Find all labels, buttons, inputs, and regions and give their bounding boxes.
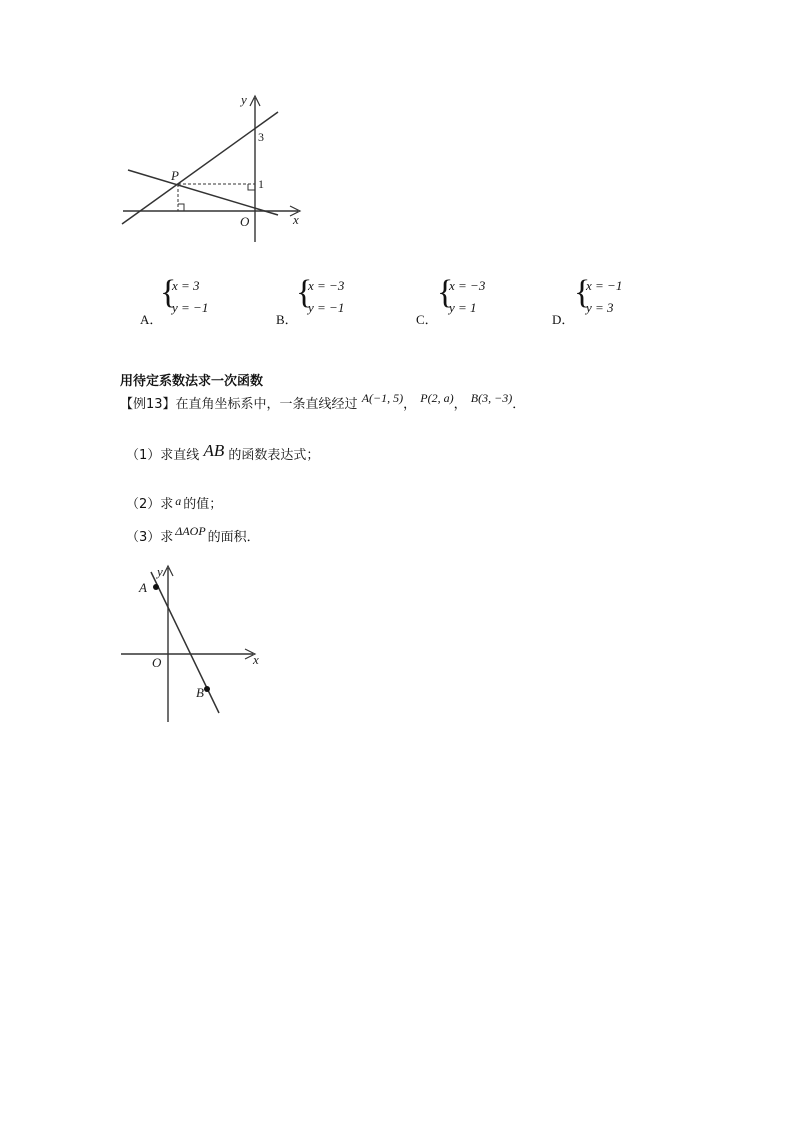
point-p-label: P — [171, 168, 179, 183]
tick-label-1: 1 — [258, 177, 264, 191]
option-d-line2: y = 3 — [586, 300, 614, 315]
option-a-brace: { — [160, 274, 177, 311]
question-1-number: （1） — [126, 448, 161, 463]
option-c-line1: x = −3 — [449, 278, 486, 293]
option-d-brace: { — [574, 274, 591, 311]
figure-2-graph — [118, 560, 268, 725]
y-axis-label: y — [241, 92, 247, 107]
option-d-line1: x = −1 — [586, 278, 623, 293]
option-a-line2: y = −1 — [172, 300, 209, 315]
question-2-number: （2） — [126, 497, 161, 512]
question-3-math: ΔAOP — [175, 524, 206, 538]
option-a-line1: x = 3 — [172, 278, 200, 293]
point-a-label: A — [139, 580, 147, 595]
right-angle-mark-2 — [178, 204, 184, 211]
question-2-post: 的值； — [183, 497, 223, 512]
example-text: 在直角坐标系中，一条直线经过 — [175, 397, 358, 412]
question-2 — [126, 493, 222, 512]
origin-2-label: O — [152, 655, 162, 670]
figure-1-graph — [118, 90, 308, 250]
question-1-post: 的函数表达式； — [228, 448, 320, 463]
example-tag: 【例13】 — [120, 397, 176, 412]
right-angle-mark-1 — [248, 184, 255, 190]
x-axis-label: x — [293, 212, 299, 227]
option-a-label: A． — [140, 312, 163, 327]
option-c-label: C． — [416, 312, 438, 327]
question-3-post: 的面积． — [207, 530, 260, 545]
tick-label-3: 3 — [258, 130, 264, 144]
question-1-math: AB — [203, 441, 225, 460]
statement-end: ． — [512, 397, 526, 412]
point-a-dot — [153, 584, 159, 590]
y-axis-2-label: y — [157, 564, 163, 579]
question-2-pre: 求 — [160, 497, 174, 512]
question-1 — [126, 441, 320, 464]
option-b-brace: { — [296, 274, 313, 311]
point-b: B(3, −3) — [470, 391, 513, 405]
option-b-line2: y = −1 — [308, 300, 345, 315]
point-p: P(2, a) — [420, 391, 454, 405]
separator-2: ， — [453, 397, 467, 412]
question-3-number: （3） — [126, 530, 161, 545]
question-3 — [126, 526, 260, 545]
example-statement — [120, 393, 525, 412]
x-axis-2-label: x — [253, 652, 259, 667]
option-c-brace: { — [437, 274, 454, 311]
option-c-line2: y = 1 — [449, 300, 477, 315]
question-2-math: a — [175, 494, 182, 508]
point-b-label: B — [196, 685, 204, 700]
origin-label: O — [240, 214, 250, 229]
separator-1: ， — [403, 397, 417, 412]
option-b-label: B． — [276, 312, 298, 327]
section-heading: 用待定系数法求一次函数 — [120, 374, 264, 389]
question-3-pre: 求 — [160, 530, 174, 545]
option-b-line1: x = −3 — [308, 278, 345, 293]
point-a: A(−1, 5) — [361, 391, 404, 405]
option-d-label: D． — [552, 312, 575, 327]
line-ab — [151, 572, 219, 713]
question-1-pre: 求直线 — [160, 448, 200, 463]
point-b-dot — [204, 686, 210, 692]
